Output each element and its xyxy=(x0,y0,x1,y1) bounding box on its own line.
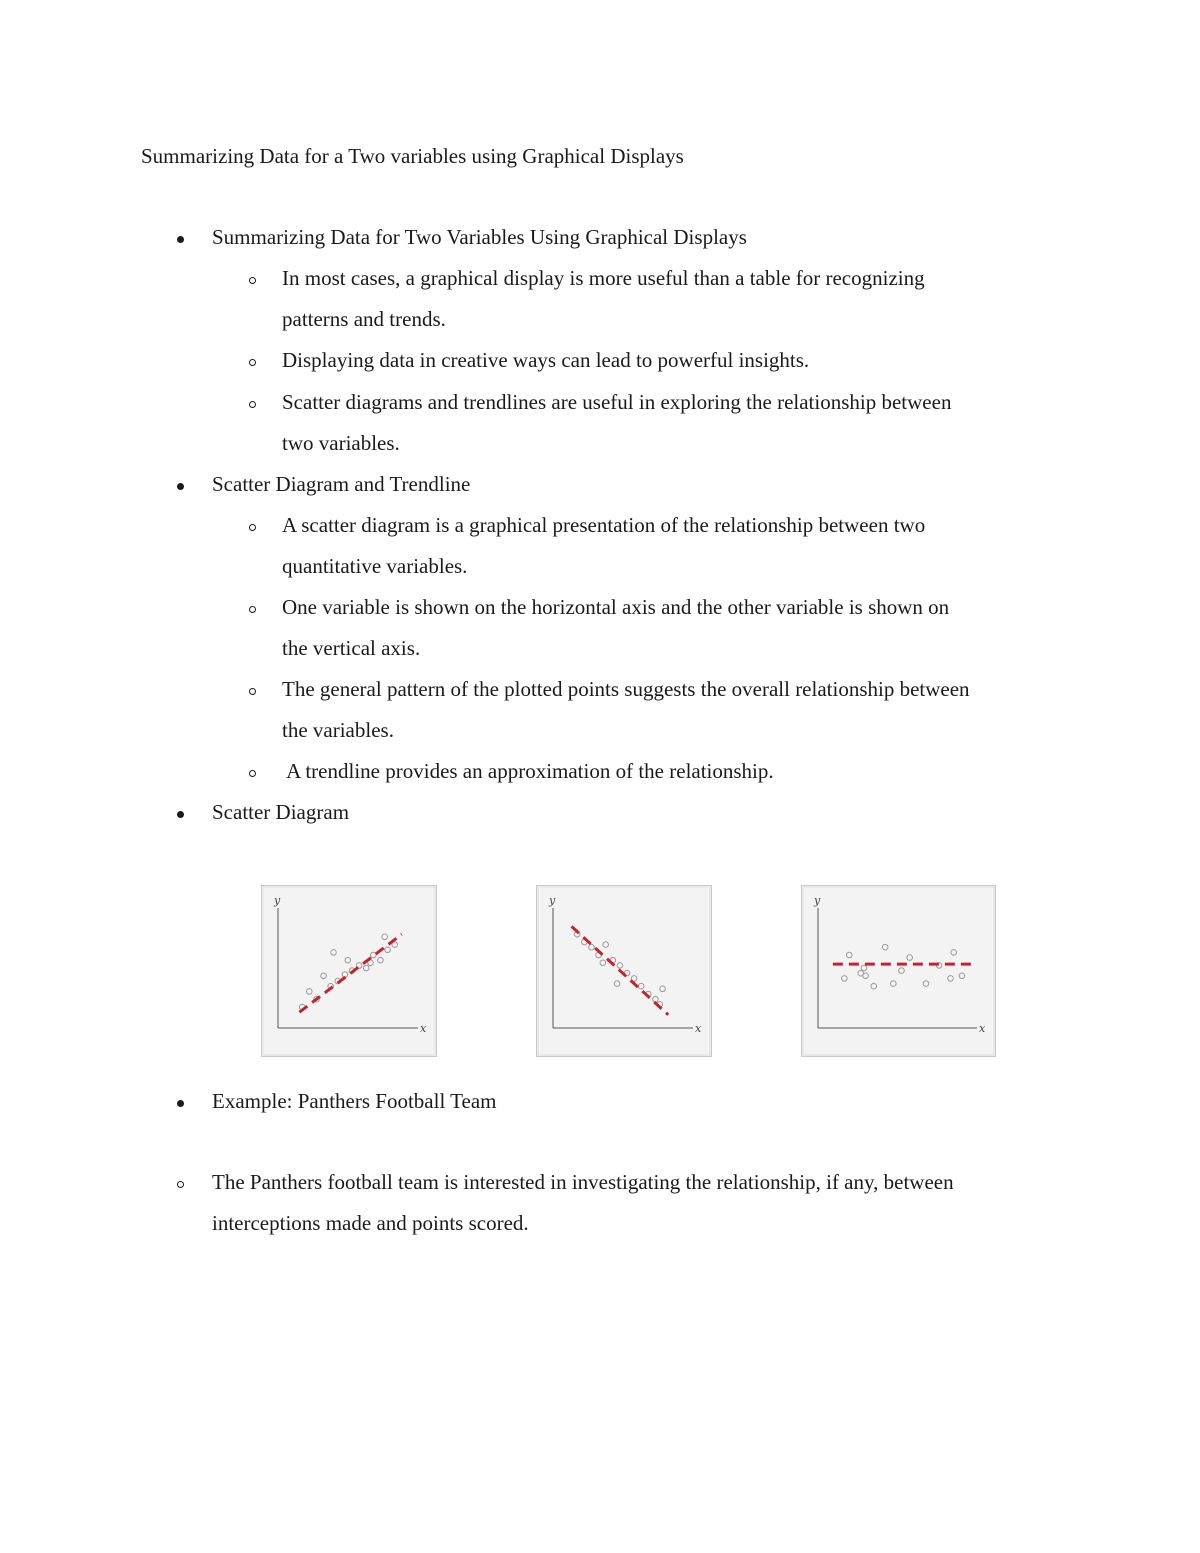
data-point xyxy=(882,944,888,950)
bullet-dot xyxy=(168,1086,192,1116)
list-item-line: two variables. xyxy=(282,431,400,455)
list-item-line: Scatter diagrams and trendlines are useful in exploring the relationship between xyxy=(282,390,952,414)
y-axis-label: y xyxy=(814,894,821,907)
data-point xyxy=(382,934,388,940)
bullet-ring xyxy=(240,345,264,375)
list-item-line: A scatter diagram is a graphical presentation of the relationship between two xyxy=(282,513,926,537)
data-point xyxy=(863,973,869,979)
list-item-line: One variable is shown on the horizontal axis and the other variable is shown on xyxy=(282,595,950,619)
data-point xyxy=(951,950,957,956)
y-axis-label: y xyxy=(549,894,556,907)
data-point xyxy=(899,968,905,974)
section-heading: Scatter Diagram xyxy=(212,800,350,824)
list-item-line: Displaying data in creative ways can lead to powerful insights. xyxy=(282,348,810,372)
bullet-dot xyxy=(168,222,192,252)
bullet-ring xyxy=(240,592,264,622)
data-point xyxy=(948,976,954,982)
data-point xyxy=(603,942,609,948)
scatter-negative-chart xyxy=(537,886,711,1056)
data-point xyxy=(589,944,595,950)
data-point xyxy=(345,957,351,963)
list-item-line: The Panthers football team is interested in investigating the relationship, if any, between xyxy=(212,1170,954,1194)
bullet-dot xyxy=(168,797,192,827)
scatter-positive-chart xyxy=(262,886,436,1056)
section-heading: Summarizing Data for Two Variables Using Graphical Displays xyxy=(212,225,747,249)
data-point xyxy=(846,952,852,958)
page-title: Summarizing Data for a Two variables using Graphical Displays xyxy=(141,144,684,168)
list-item-line: patterns and trends. xyxy=(282,307,446,331)
data-point xyxy=(321,973,327,979)
data-point xyxy=(363,965,369,971)
x-axis-label: x xyxy=(979,1022,986,1035)
bullet-ring xyxy=(240,263,264,293)
bullet-ring xyxy=(168,1167,192,1197)
bullet-dot xyxy=(168,469,192,499)
data-point xyxy=(614,981,620,987)
bullet-ring xyxy=(240,510,264,540)
bullet-ring xyxy=(240,387,264,417)
trendline xyxy=(299,934,401,1012)
y-axis-label: y xyxy=(274,894,281,907)
x-axis-label: x xyxy=(695,1022,702,1035)
x-axis-label: x xyxy=(420,1022,427,1035)
list-item-line: interceptions made and points scored. xyxy=(212,1211,529,1235)
bullet-ring xyxy=(240,674,264,704)
data-point xyxy=(638,983,644,989)
scatter-positive-figure xyxy=(261,885,437,1057)
data-point xyxy=(842,976,848,982)
list-item-line: the vertical axis. xyxy=(282,636,421,660)
data-point xyxy=(660,986,666,992)
scatter-flat-chart xyxy=(802,886,995,1056)
data-point xyxy=(871,983,877,989)
data-point xyxy=(378,957,384,963)
section-heading: Example: Panthers Football Team xyxy=(212,1089,497,1113)
list-item-line: the variables. xyxy=(282,718,394,742)
data-point xyxy=(307,989,313,995)
scatter-negative-figure xyxy=(536,885,712,1057)
data-point xyxy=(617,963,623,969)
data-point xyxy=(959,973,965,979)
data-point xyxy=(600,960,606,966)
scatter-flat-figure xyxy=(801,885,996,1057)
data-point xyxy=(891,981,897,987)
list-item-line: quantitative variables. xyxy=(282,554,468,578)
data-point xyxy=(907,955,913,961)
data-point xyxy=(923,981,929,987)
list-item-line: A trendline provides an approximation of the relationship. xyxy=(282,759,774,783)
bullet-ring xyxy=(240,756,264,786)
list-item-line: In most cases, a graphical display is more useful than a table for recognizing xyxy=(282,266,925,290)
list-item-line: The general pattern of the plotted points suggests the overall relationship between xyxy=(282,677,970,701)
data-point xyxy=(385,947,391,953)
data-point xyxy=(861,965,867,971)
data-point xyxy=(331,950,337,956)
section-heading: Scatter Diagram and Trendline xyxy=(212,472,471,496)
